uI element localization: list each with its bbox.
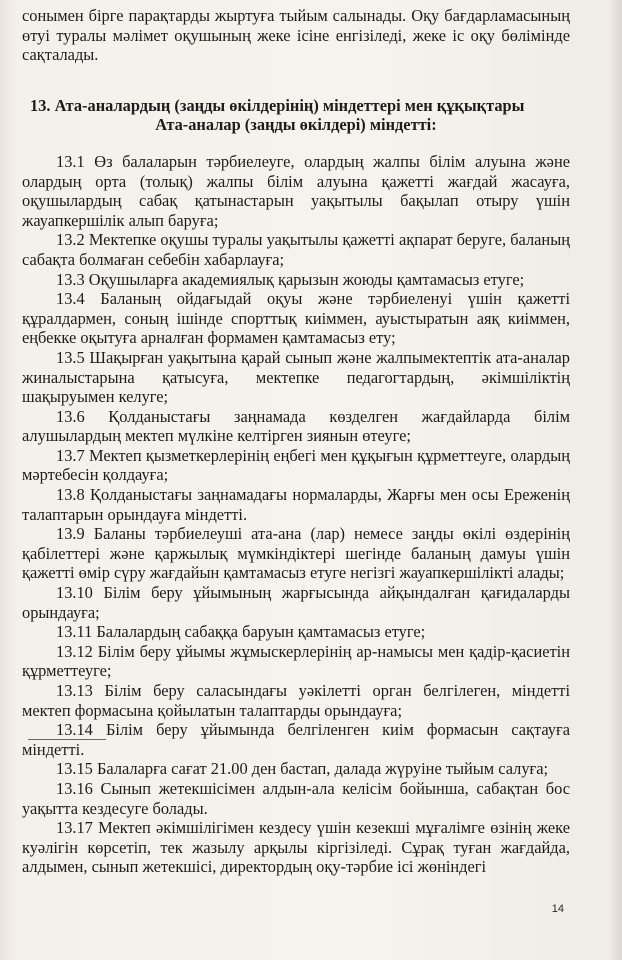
item-text: Мектеп қызметкерлерінің еңбегі мен құқығын құрметтеуге, олардың мәртебесін қолдауға;: [22, 445, 570, 485]
document-body: [22, 6, 570, 877]
item-number: 13.8: [56, 485, 85, 505]
item-text: Қолданыстағы заңнамадағы нормаларды, Жарғы мен осы Ереженің талаптарын орындауға міндетті.: [22, 485, 570, 524]
list-item: [22, 524, 570, 583]
list-item: [22, 230, 570, 269]
item-text: Білім беру ұйымы жұмыскерлерінің ар-намысы мен қадір-қасиетін құрметтеуге;: [22, 641, 570, 681]
item-number: 13.6: [56, 406, 85, 426]
item-number: 13.7: [56, 445, 85, 465]
item-text: Мектеп әкімшілігімен кездесу үшін кезекші мұғалімге өзінің жеке куәлігін көрсетіп, тек жазылу арқылы кіргізіледі. Сұрақ туған жағдайда, алдымен, сынып жетекшісі, директордың оқу-тәрбие ісі жөніндегі: [22, 818, 570, 877]
item-number: 13.4: [56, 289, 85, 309]
list-item: [22, 622, 570, 642]
item-number: 13.9: [56, 524, 85, 544]
section-heading: 13. Ата-аналардың (заңды өкілдерінің) міндеттері мен құқықтары: [30, 95, 525, 115]
list-item: [22, 759, 570, 779]
list-item: [22, 779, 570, 818]
item-text: Сынып жетекшісімен алдын-ала келісім бойынша, сабақтан бос уақытта кездесуге болады.: [22, 778, 570, 818]
item-number: 13.15: [56, 759, 93, 779]
item-text: Баланы тәрбиелеуші ата-ана (лар) немесе заңды өкілі өздерінің қабілеттері және қаржылық мүмкіндіктері шегінде баланың дамуы үшін қажетті өмір сүру жағдайын қамтамасыз етуге негізгі жауапкершілікті алады;: [22, 524, 570, 583]
item-text: Шақырған уақытына қарай сынып және жалпымектептік ата-аналар жиналыстарына қатысуға, мектепке педагогтардың, әкімшіліктің шақыруымен келуге;: [22, 347, 570, 407]
list-item: [22, 270, 570, 290]
list-item: [22, 583, 570, 622]
page-number: 14: [551, 903, 564, 915]
item-number: 13.13: [56, 681, 93, 700]
item-number: 13.10: [56, 583, 93, 603]
item-number: 13.12: [56, 641, 93, 661]
item-number: 13.14: [56, 720, 93, 740]
item-text: Білім беру ұйымының жарғысында айқындалған қағидаларды орындауға;: [22, 583, 570, 622]
list-item: [22, 818, 570, 877]
item-text: Білім беру саласындағы уәкілетті орган белгілеген, міндетті мектеп формасына қойылатын талаптарды орындауға;: [22, 681, 570, 720]
item-text: Оқушыларға академиялық қарызын жоюды қамтамасыз етуге;: [88, 269, 525, 289]
list-item: [22, 348, 570, 407]
page-edge-shadow: [608, 0, 622, 960]
item-text: Қолданыстағы заңнамада көзделген жағдайларда білім алушылардың мектеп мүлкіне келтірген зиянын өтеуге;: [22, 406, 570, 446]
list-item: [22, 681, 570, 720]
list-item: [22, 152, 570, 230]
item-number: 13.1: [56, 151, 85, 171]
item-number: 13.17: [56, 818, 93, 838]
list-item: [22, 485, 570, 524]
pen-underline-mark: [28, 739, 106, 740]
list-item: [22, 642, 570, 681]
item-text: Балалардың сабаққа баруын қамтамасыз етуге;: [96, 622, 426, 642]
item-number: 13.11: [56, 622, 93, 642]
section-subheading: Ата-аналар (заңды өкілдері) міндетті:: [155, 115, 437, 135]
list-item: [22, 446, 570, 485]
item-text: Білім беру ұйымында белгіленген киім формасын сақтауға міндетті.: [22, 720, 570, 759]
item-text: Балаларға сағат 21.00 ден бастап, далада жүруіне тыйым салуға;: [97, 759, 549, 779]
item-text: Өз балаларын тәрбиелеуге, олардың жалпы білім алуына және олардың орта (толық) жалпы білім алуына қажетті жағдай жасауға, оқушылардың сабақ қатынастарын уақытылы бақылап отыру үшін жауапкершілік алып баруға;: [22, 151, 570, 230]
item-number: 13.16: [56, 778, 93, 798]
item-text: Баланың ойдағыдай оқуы және тәрбиеленуі үшін қажетті құралдармен, соның ішінде спорттық киіммен, ауыстыратын аяқ киіммен, еңбекке оқытуға арналған формамен қамтамасыз ету;: [22, 289, 570, 348]
item-number: 13.5: [56, 347, 85, 367]
item-number: 13.2: [56, 230, 85, 250]
list-item: [22, 289, 570, 348]
intro-paragraph: сонымен бірге парақтарды жыртуға тыйым салынады. Оқу бағдарламасының өтуі туралы мәлімет оқушының жеке ісіне енгізіледі, жеке іс оқу бөлімінде сақталады.: [22, 6, 570, 65]
item-text: Мектепке оқушы туралы уақытылы қажетті ақпарат беруге, баланың сабақта болмаған себебін хабарлауға;: [22, 230, 570, 269]
list-item: [22, 407, 570, 446]
item-number: 13.3: [56, 269, 85, 289]
